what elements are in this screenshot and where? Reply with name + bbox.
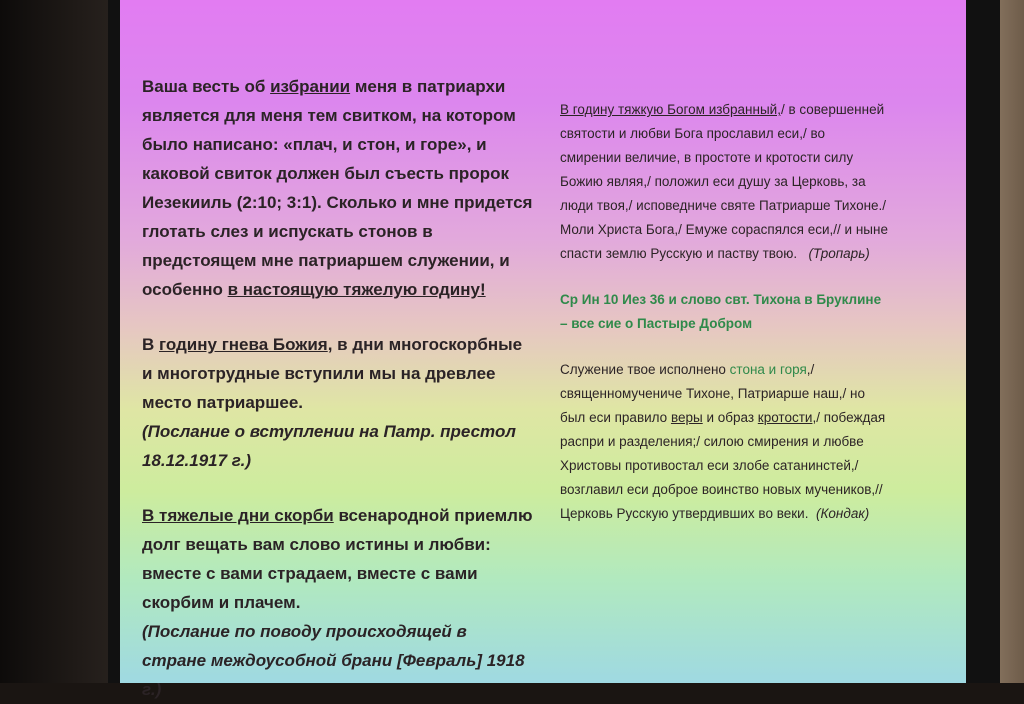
slide-right-column bbox=[560, 98, 888, 526]
slide-left-column bbox=[142, 72, 534, 704]
underlined-phrase: кротости bbox=[757, 410, 813, 425]
underlined-phrase: В тяжелые дни скорби bbox=[142, 506, 334, 525]
underlined-phrase: веры bbox=[670, 410, 703, 425]
troparion-label: (Тропарь) bbox=[808, 246, 870, 261]
projected-slide bbox=[120, 0, 966, 699]
room-wall-left bbox=[0, 0, 125, 683]
troparion-text: В годину тяжкую Богом избранный,/ в совершенней святости и любви Бога прославил еси,/ во смирении величие, в простоте и кротости силу Божию являя,/ положил еси душу за Церковь, за люди твоя,/ исповедниче святе Патриарше Тихоне./ Моли Христа Бога,/ Емуже сораспялся еси,// и ныне спасти землю Русскую и паству твою. (Тропарь) bbox=[560, 102, 888, 261]
highlighted-phrase: стона и горя bbox=[729, 362, 807, 377]
enthronement-citation: (Послание о вступлении на Патр. престол 18.12.1917 г.) bbox=[142, 422, 516, 470]
kontakion-label: (Кондак) bbox=[815, 506, 870, 521]
scripture-reference: Ср Ин 10 Иез 36 и слово свт. Тихона в Бруклине – все сие о Пастыре Добром bbox=[560, 292, 882, 331]
underlined-phrase: годину гнева Божия bbox=[159, 335, 328, 354]
civil-strife-quote: В тяжелые дни скорби всенародной приемлю долг вещать вам слово истины и любви: вместе с вами страдаем, вместе с вами скорбим и плачем. bbox=[142, 506, 533, 612]
kontakion-text: Служение твое исполнено стона и горя,/ священномучениче Тихоне, Патриарше наш,/ но был еси правило веры и образ кротости,/ побеждая распри и разделения;/ силою смирения и любве Христовы противостал еси злобе сатанинстей,/ возглавил еси доброе воинство новых мучеников,// Церковь Русскую утвердивших во веки. (Кондак) bbox=[560, 362, 886, 521]
enthronement-quote: В годину гнева Божия, в дни многоскорбные и многотрудные вступили мы на древлее место патриаршее. bbox=[142, 335, 523, 412]
underlined-phrase: В годину тяжкую Богом избранный, bbox=[560, 102, 781, 117]
underlined-phrase: в настоящую тяжелую годину! bbox=[227, 280, 486, 299]
underlined-phrase: избрании bbox=[270, 77, 351, 96]
patriarch-acceptance-quote: Ваша весть об избрании меня в патриархи является для меня тем свитком, на котором было написано: «плач, и стон, и горе», и каковой свиток должен был съесть пророк Иезекииль (2:10; 3:1). Сколько и мне придется глотать слез и испускать стонов в предстоящем мне патриаршем служении, и особенно в настоящую тяжелую годину! bbox=[142, 77, 533, 299]
civil-strife-citation: (Послание по поводу происходящей в стране междоусобной брани [Февраль] 1918 г.) bbox=[142, 622, 525, 699]
